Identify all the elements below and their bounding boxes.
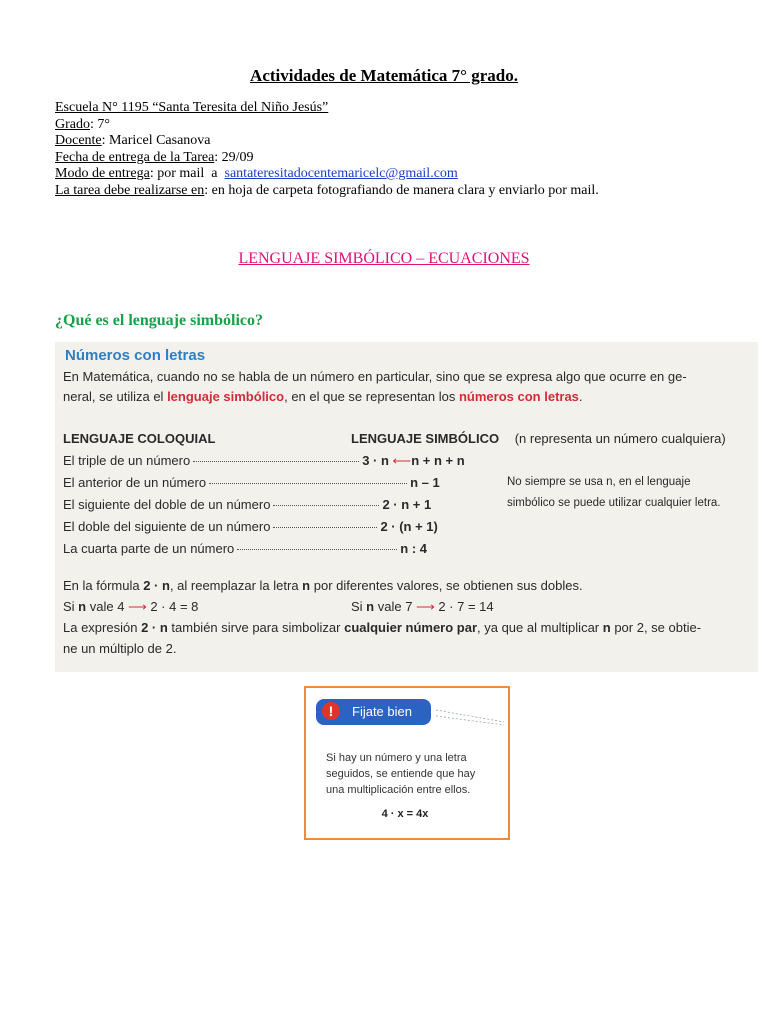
arrow-left-icon: ⟵: [392, 453, 412, 468]
intro-line-2: neral, se utiliza el lenguaje simbólico, en el que se representan los números con letras.: [63, 389, 583, 404]
even-number-line-1: La expresión 2 · n también sirve para simbolizar cualquier número par, ya que al multiplicar n por 2, se obtie-: [63, 620, 702, 635]
formula-line: En la fórmula 2 · n, al reemplazar la letra n por diferentes valores, se obtienen sus dobles.: [63, 578, 583, 593]
grade-line: Grado: 7°: [55, 116, 110, 132]
task-instructions-line: La tarea debe realizarse en: en hoja de carpeta fotografiando de manera clara y enviarlo por mail.: [55, 182, 599, 198]
table-row: El triple de un número 3 · n ⟵n + n + n: [63, 453, 465, 468]
fijate-bien-callout: [304, 686, 510, 840]
section-title: LENGUAJE SIMBÓLICO – ECUACIONES: [238, 250, 530, 267]
exclamation-icon: !: [322, 702, 340, 720]
email-link[interactable]: santateresitadocentemaricelc@gmail.com: [224, 166, 458, 181]
column-simbolico-header: LENGUAJE SIMBÓLICO (n representa un número cualquiera): [351, 431, 726, 446]
delivery-mode-line: Modo de entrega: por mail a santateresitadocentemaricelc@gmail.com: [55, 166, 458, 181]
fijate-badge-label: Fijate bien: [352, 704, 412, 719]
school-line: Escuela N° 1195 “Santa Teresita del Niño Jesús”: [55, 100, 329, 115]
arrow-right-icon: ⟶: [128, 599, 147, 614]
table-row: El doble del siguiente de un número 2 · (n + 1): [63, 519, 438, 534]
table-row: La cuarta parte de un número n : 4: [63, 541, 428, 556]
textbook-excerpt: [55, 342, 758, 672]
decorative-lines-icon: [436, 706, 504, 726]
fijate-badge: [316, 699, 431, 725]
info-block: [55, 100, 599, 199]
column-coloquial-header: LENGUAJE COLOQUIAL: [63, 431, 216, 446]
excerpt-heading: Números con letras: [65, 347, 206, 364]
fijate-text: Si hay un número y una letra seguidos, se entiende que hay una multiplicación entre ellos.: [326, 752, 476, 796]
due-date-line: Fecha de entrega de la Tarea: 29/09: [55, 149, 254, 165]
example-1: Si n vale 4 ⟶ 2 · 4 = 8: [63, 599, 199, 614]
question-heading: ¿Qué es el lenguaje simbólico?: [55, 312, 263, 329]
example-2: Si n vale 7 ⟶ 2 · 7 = 14: [351, 599, 494, 614]
table-row: El anterior de un número n – 1: [63, 475, 440, 490]
document-title: Actividades de Matemática 7° grado.: [250, 66, 518, 85]
even-number-line-2: ne un múltiplo de 2.: [63, 641, 177, 656]
table-row: El siguiente del doble de un número 2 · n + 1: [63, 497, 432, 512]
side-note-line-2: simbólico se puede utilizar cualquier letra.: [507, 497, 721, 509]
side-note-line-1: No siempre se usa n, en el lenguaje: [507, 476, 691, 488]
teacher-line: Docente: Maricel Casanova: [55, 133, 211, 148]
fijate-formula: 4 · x = 4x: [381, 808, 429, 820]
intro-line-1: En Matemática, cuando no se habla de un número en particular, sino que se expresa algo que ocurre en ge-: [63, 369, 687, 384]
arrow-right-icon: ⟶: [416, 599, 435, 614]
